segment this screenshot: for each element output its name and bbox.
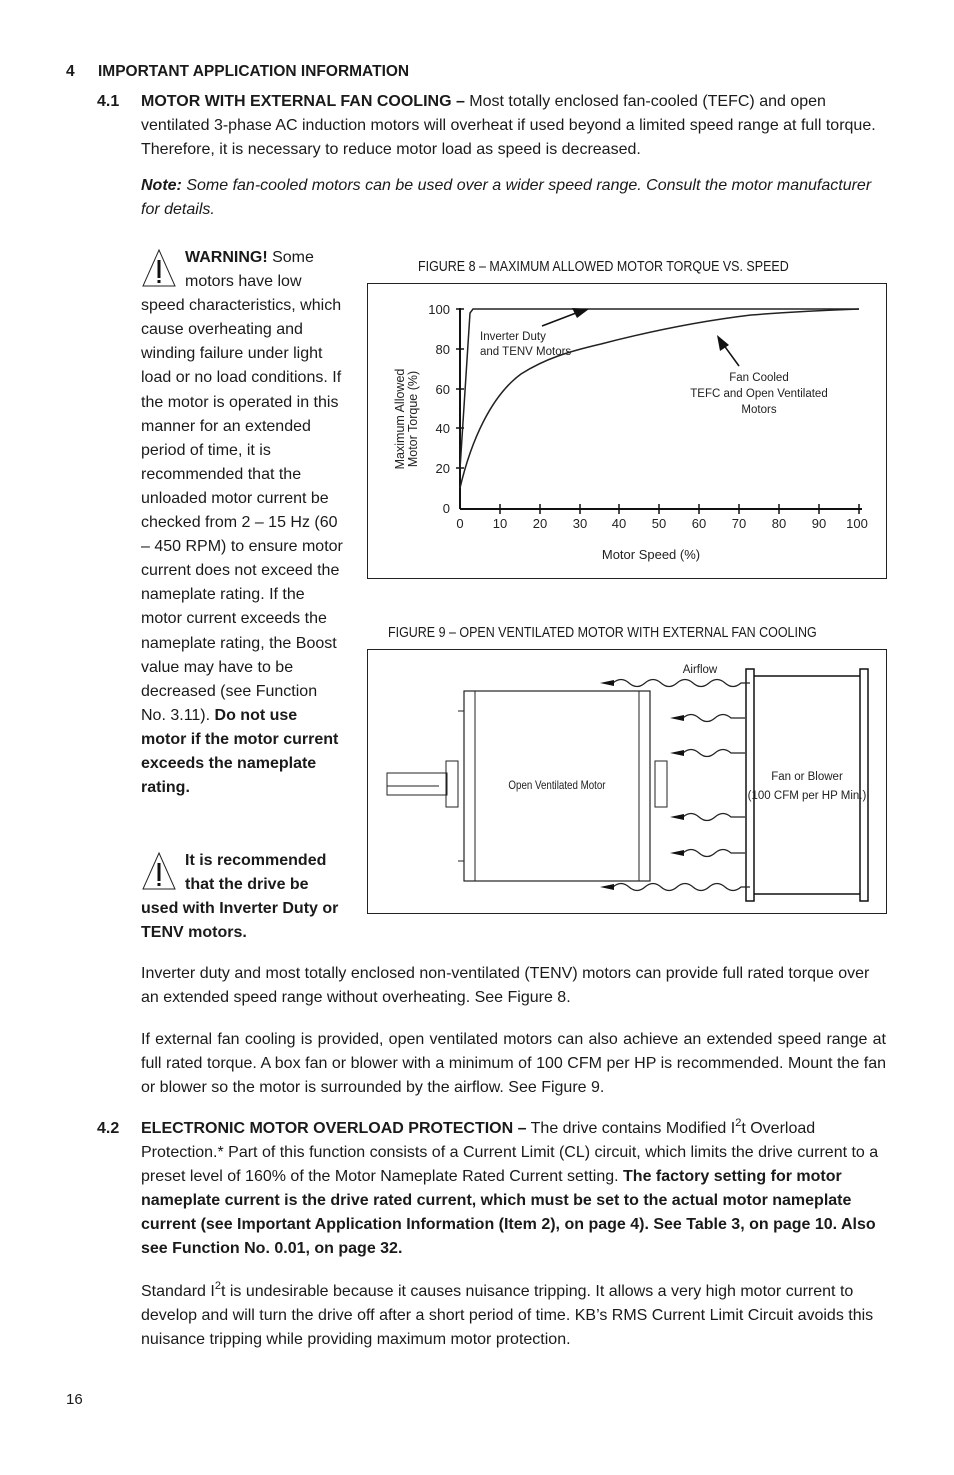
- paragraph-text: Most totally enclosed fan-cooled (TEFC) and open ventilated 3-phase AC induction motors will overheat if used beyond a limited speed range at full torque. Therefore, it is necessary to reduce motor load as speed is decreased.: [141, 93, 876, 158]
- warning-text: Some motors have low speed characteristics, which cause overheating and winding failure under light load or no load conditions. If the motor is operated in this manner for an extended period of time, it is recommended that the unloaded motor current be checked from 2 – 15 Hz (60 – 450 RPM) to ensure motor current does not exceed the nameplate rating. If the motor current exceeds the nameplate rating, the Boost value may have to be decreased (see Function No. 3.11).: [141, 249, 343, 724]
- paragraph-text: t Overload Protection.* Part of this function consists of a Current Limit (CL) circuit, which limits the drive current to a preset level of 160% of the Motor Nameplate Rated Current setting.: [141, 1120, 879, 1185]
- y-axis-label-line2: Motor Torque (%): [406, 370, 420, 468]
- paragraph-4-1: [141, 90, 886, 162]
- svg-text:40: 40: [611, 516, 627, 531]
- paragraph-external-fan: If external fan cooling is provided, open ventilated motors can also achieve an extended speed range at full rated torque. A box fan or blower with a minimum of 100 CFM per HP is recommended. Mount the fan or blower so the motor is surrounded by the airflow. See Figure 9.: [141, 1031, 886, 1096]
- svg-text:30: 30: [572, 516, 588, 531]
- warning-triangle-icon: [141, 246, 181, 290]
- warning-bold-text: Do not use motor if the motor current exceeds the nameplate rating.: [141, 706, 339, 797]
- annotation-fan-line3: Motors: [741, 404, 777, 416]
- figure-9-title: FIGURE 9 – OPEN VENTILATED MOTOR WITH EXTERNAL FAN COOLING: [388, 625, 817, 641]
- annotation-inverter-line2: and TENV Motors: [480, 346, 572, 358]
- torque-speed-chart: [368, 284, 886, 578]
- recommendation-text: It is recommended that the drive be used with Inverter Duty or TENV motors.: [141, 852, 339, 942]
- note-label: Note:: [141, 177, 182, 194]
- svg-text:100: 100: [846, 516, 868, 531]
- note-text: Some fan-cooled motors can be used over a wider speed range. Consult the motor manufacturer for details.: [141, 177, 872, 218]
- svg-text:50: 50: [651, 516, 667, 531]
- figure-8-title: FIGURE 8 – MAXIMUM ALLOWED MOTOR TORQUE VS. SPEED: [418, 259, 789, 275]
- x-axis-label: Motor Speed (%): [601, 547, 701, 562]
- svg-text:60: 60: [435, 382, 450, 397]
- y-axis-label-line1: Maximum Allowed: [393, 368, 407, 470]
- svg-text:20: 20: [532, 516, 548, 531]
- annotation-inverter-line1: Inverter Duty: [480, 331, 546, 343]
- subsection-number-4-1: 4.1: [97, 93, 120, 110]
- page-number: 16: [66, 1391, 83, 1408]
- svg-text:0: 0: [442, 501, 450, 516]
- fan-label-line1: Fan or Blower: [771, 771, 843, 783]
- svg-text:80: 80: [771, 516, 787, 531]
- warning-callout: [141, 246, 346, 800]
- subsection-heading-4-1: MOTOR WITH EXTERNAL FAN COOLING –: [141, 93, 465, 110]
- section-heading: [66, 60, 409, 84]
- svg-text:70: 70: [731, 516, 747, 531]
- section-number: 4: [66, 63, 75, 80]
- recommendation-callout: [141, 849, 346, 945]
- annotation-fan-line1: Fan Cooled: [729, 372, 789, 384]
- svg-text:100: 100: [428, 302, 450, 317]
- paragraph-text: The drive contains Modified I: [526, 1120, 736, 1137]
- svg-text:10: 10: [492, 516, 508, 531]
- superscript: 2: [735, 1117, 742, 1129]
- svg-text:20: 20: [435, 461, 450, 476]
- section-title: IMPORTANT APPLICATION INFORMATION: [98, 63, 410, 80]
- figure-8-chart: [367, 283, 887, 579]
- paragraph-text: Standard I: [141, 1283, 215, 1300]
- svg-text:40: 40: [435, 421, 450, 436]
- figure-9-diagram: [367, 649, 887, 914]
- fan-cooling-diagram: [368, 650, 886, 913]
- airflow-label: Airflow: [682, 664, 718, 676]
- paragraph-4-2: [141, 1117, 886, 1261]
- warning-label: WARNING!: [185, 249, 268, 266]
- superscript: 2: [214, 1280, 221, 1292]
- motor-label: Open Ventilated Motor: [508, 779, 606, 793]
- paragraph-bold-text: The factory setting for motor nameplate current is the drive rated current, which must be set to the actual motor nameplate current (see Important Application Information (Item 2), on page 4). See Table 3, on page 10. Also see Function No. 0.01, on page 32.: [141, 1168, 876, 1257]
- annotation-fan-line2: TEFC and Open Ventilated: [690, 388, 828, 400]
- note-paragraph: [141, 174, 886, 222]
- subsection-number-4-2: 4.2: [97, 1120, 120, 1137]
- paragraph-text: t is undesirable because it causes nuisance tripping. It allows a very high motor current to develop and will turn the drive off after a short period of time. KB’s RMS Current Limit Circuit avoids this nuisance tripping while providing maximum motor protection.: [141, 1283, 874, 1348]
- svg-text:80: 80: [435, 342, 450, 357]
- svg-text:60: 60: [691, 516, 707, 531]
- warning-triangle-icon: [141, 849, 181, 893]
- paragraph-standard-i2t: [141, 1280, 886, 1352]
- subsection-heading-4-2: ELECTRONIC MOTOR OVERLOAD PROTECTION –: [141, 1120, 527, 1137]
- paragraph-inverter-duty: Inverter duty and most totally enclosed non-ventilated (TENV) motors can provide full rated torque over an extended speed range without overheating. See Figure 8.: [141, 965, 870, 1006]
- svg-text:90: 90: [811, 516, 827, 531]
- svg-text:0: 0: [456, 516, 464, 531]
- fan-label-line2: (100 CFM per HP Min.): [747, 790, 867, 802]
